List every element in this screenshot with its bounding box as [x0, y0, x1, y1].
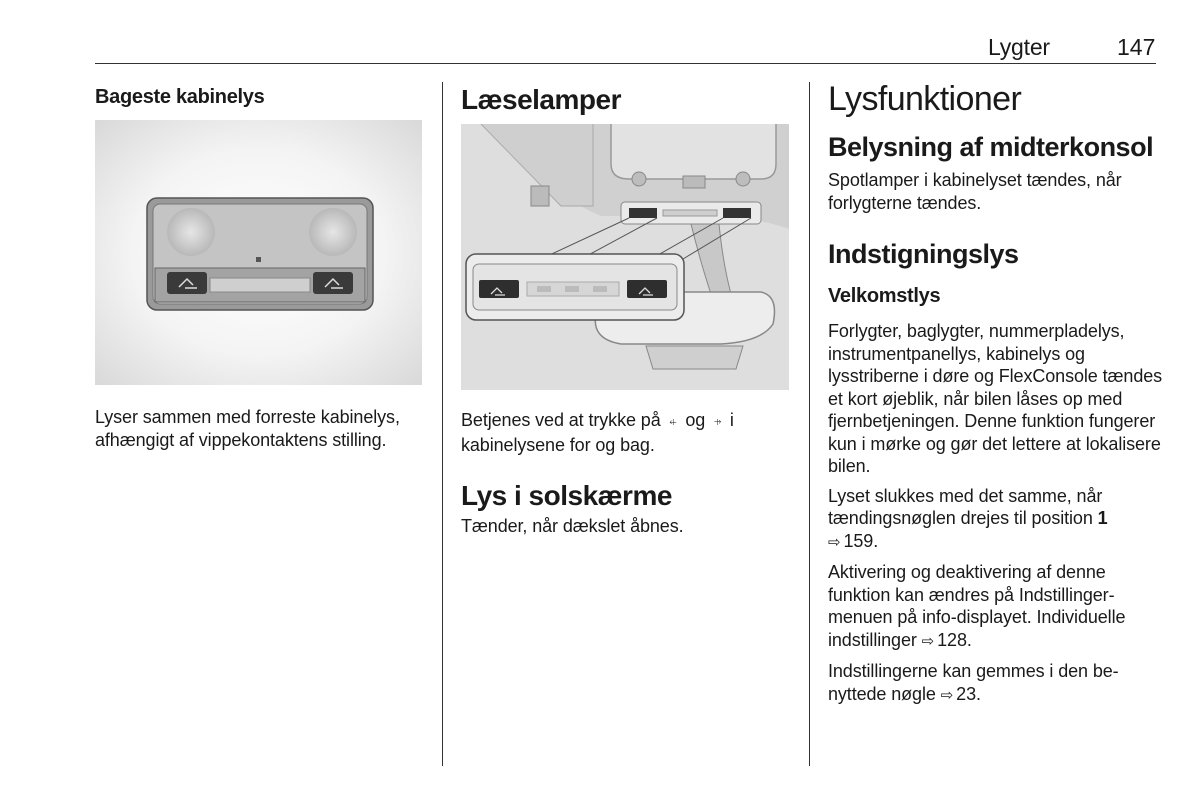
welcome-para-4-text: Indstillingerne kan gemmes i den benyttede nøgle	[828, 661, 1119, 704]
page-number: 147	[1117, 34, 1156, 60]
reading-lamp-right-icon: ⍆	[713, 413, 722, 430]
welcome-lighting-heading: Velkomstlys	[828, 285, 941, 307]
front-left-switch	[629, 208, 657, 218]
rear-cabin-light-text: Lyser sammen med forreste kabinelys, afhængigt af vippekontaktens stilling.	[95, 407, 400, 450]
center-console-lighting-heading: Belysning af midterkonsol	[828, 132, 1154, 162]
reading-lamps-text-mid: og	[685, 410, 706, 430]
welcome-para-2-text: Lyset slukkes med det samme, når tændingsnøglen drejes til position	[828, 485, 1103, 528]
header-rule	[95, 63, 1156, 64]
page-ref-arrow-icon: ⇨	[828, 533, 841, 551]
reading-lamps-text	[461, 409, 791, 456]
page-ref-arrow-icon: ⇨	[940, 686, 954, 704]
left-spot-lens	[167, 208, 215, 256]
reading-lamps-figure	[461, 124, 789, 390]
column-divider-1	[442, 82, 443, 766]
running-header-title: Lygter	[988, 34, 1050, 60]
reading-lamp-left-icon: ⍅	[668, 413, 678, 430]
welcome-para-3	[828, 561, 1163, 653]
sun-visor-light-text: Tænder, når dækslet åbnes.	[461, 516, 684, 536]
rear-cabin-light-figure	[95, 120, 422, 385]
page-ref-arrow-icon: ⇨	[921, 632, 935, 650]
center-console-lighting-text: Spotlamper i kabinelyset tændes, når forlygterne tændes.	[828, 170, 1122, 213]
reading-lamps-text-post: i kabinelysene for og bag.	[461, 410, 734, 455]
sun-visor-light-heading: Lys i solskærme	[461, 480, 672, 511]
page-ref-159[interactable]: 159.	[843, 530, 879, 551]
ignition-position: 1	[1097, 508, 1108, 528]
welcome-lighting-body	[828, 320, 1163, 714]
right-spot-lens	[309, 208, 357, 256]
page-ref-23[interactable]: 23.	[956, 683, 981, 704]
light-functions-title: Lysfunktioner	[828, 80, 1022, 118]
entry-lighting-heading: Indstigningslys	[828, 239, 1019, 269]
column-divider-2	[809, 82, 810, 766]
welcome-para-4	[828, 660, 1163, 707]
front-right-switch	[723, 208, 751, 218]
reading-lamps-text-pre: Betjenes ved at trykke på	[461, 410, 661, 430]
right-switch	[313, 272, 353, 294]
reading-lamps-heading: Læselamper	[461, 84, 621, 115]
welcome-para-1: Forlygter, baglygter, nummerpladelys, instrumentpanellys, kabinelys og lysstriberne i døre og FlexConsole tændes et kort øjeblik, når bilen låses op med fjernbetjeningen. Denne funktion fungerer kun i mørke og gør det lettere at lokalisere bilen.	[828, 321, 1163, 476]
left-switch	[167, 272, 207, 294]
welcome-para-3-text: Aktivering og deaktivering af denne funktion kan ændres på Indstillingermenuen på info-displayet. Individuelle indstillinger	[828, 562, 1126, 650]
welcome-para-2	[828, 485, 1163, 555]
page-ref-128[interactable]: 128.	[937, 629, 972, 650]
rear-cabin-light-heading: Bageste kabinelys	[95, 86, 265, 108]
